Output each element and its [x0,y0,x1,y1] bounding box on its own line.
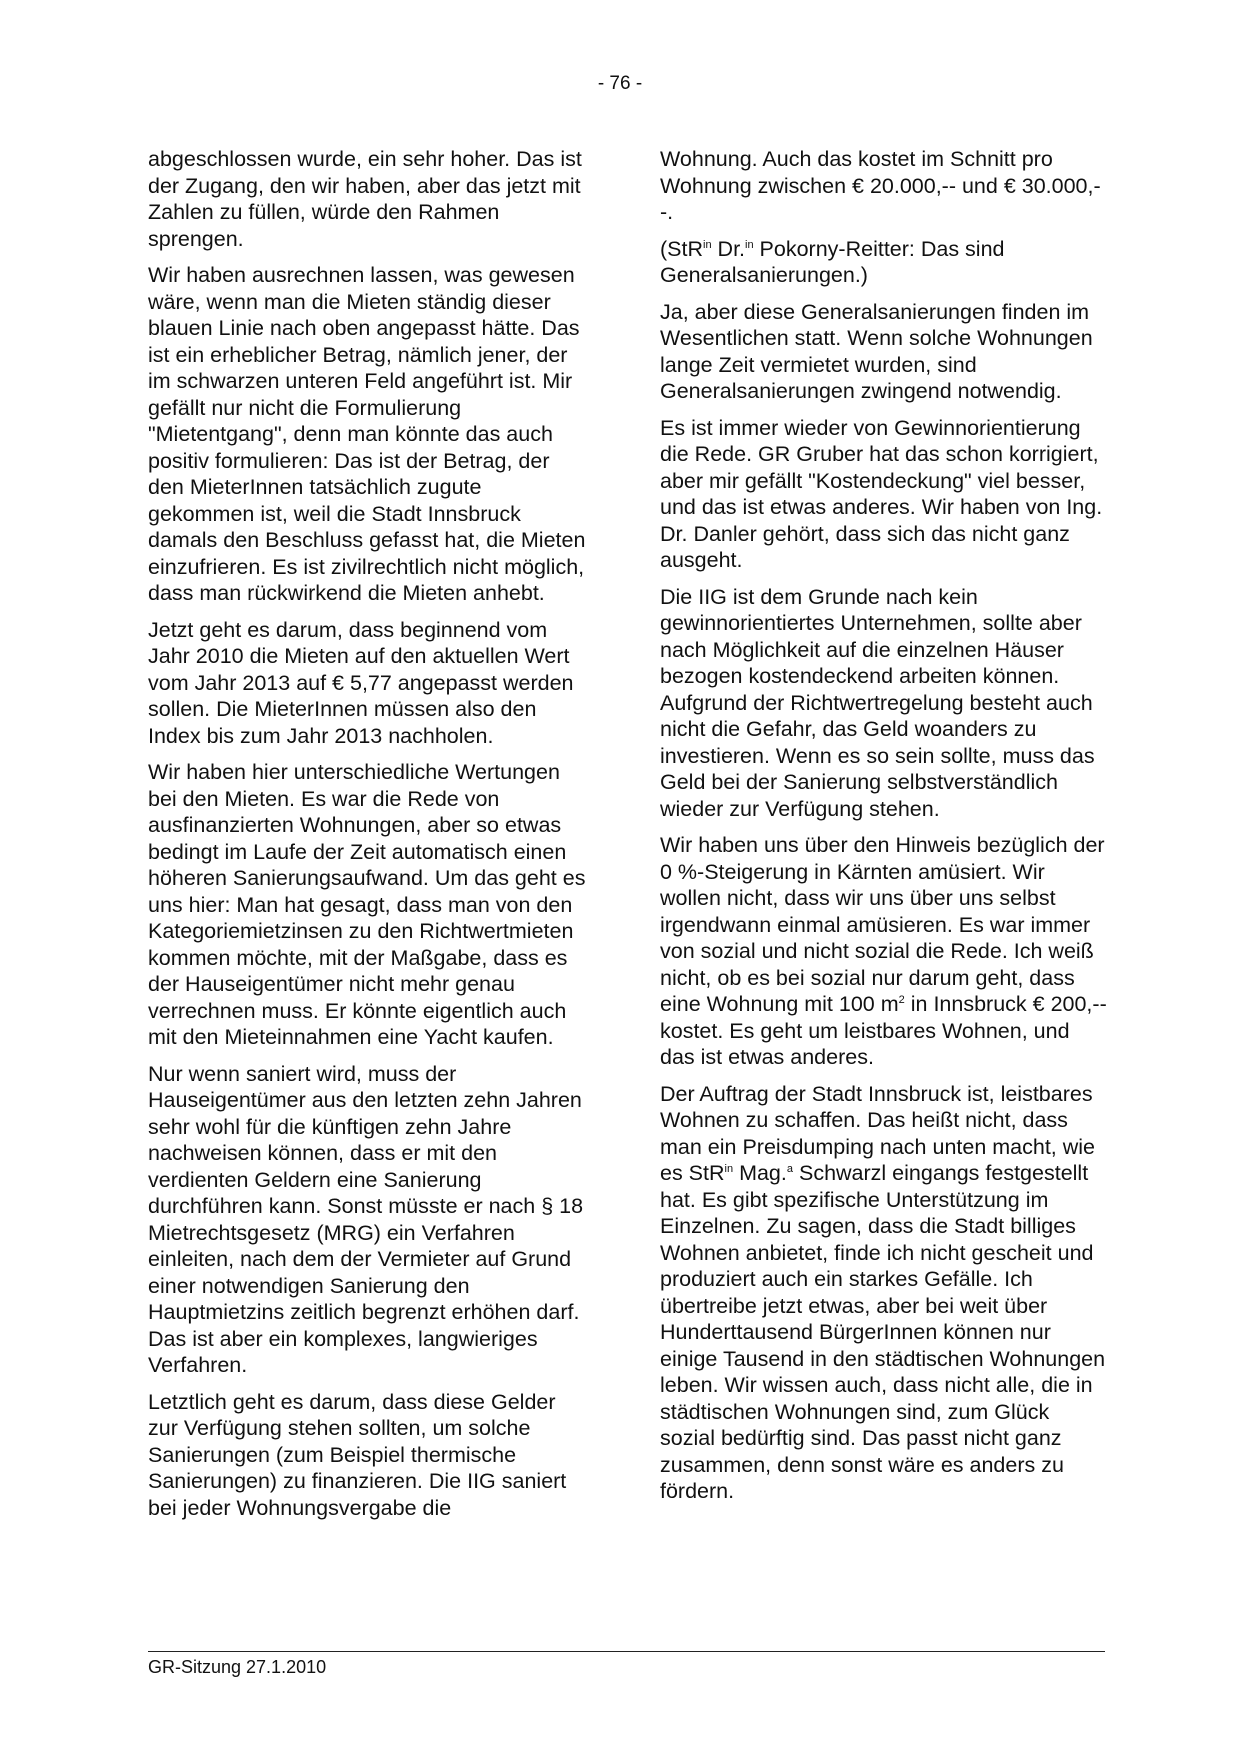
superscript: in [745,238,754,251]
left-column [148,146,588,1521]
superscript: 2 [898,994,905,1006]
text-segment: in Innsbruck € 200,-- kostet. Es geht um leistbares Wohnen, und das ist etwas anderes. [660,992,1107,1069]
text-segment: Dr. [711,236,746,261]
text-segment: (StR [660,236,703,261]
paragraph: Jetzt geht es darum, dass beginnend vom Jahr 2010 die Mieten auf den aktuellen Wert vom Jahr 2013 auf € 5,77 angepasst werden sollen. Die MieterInnen müssen also den Index bis zum Jahr 2013 nachholen. [148,617,574,748]
paragraph: Es ist immer wieder von Gewinnorientierung die Rede. GR Gruber hat das schon korrigiert, aber mir gefällt "Kostendeckung" viel besser, und das ist etwas anderes. Wir haben von Ing. Dr. Danler gehört, dass sich das nicht ganz ausgeht. [660,415,1103,572]
paragraph: Die IIG ist dem Grunde nach kein gewinnorientiertes Unternehmen, sollte aber nach Möglichkeit auf die einzelnen Häuser bezogen kostendeckend arbeiten können. Aufgrund der Richtwertregelung besteht auch nicht die Gefahr, das Geld woanders zu investieren. Wenn es so sein sollte, muss das Geld bei der Sanierung selbstverständlich wieder zur Verfügung stehen. [660,584,1095,821]
paragraph: Wir haben hier unterschiedliche Wertungen bei den Mieten. Es war die Rede von ausfinanzierten Wohnungen, aber so etwas bedingt im Laufe der Zeit automatisch einen höheren Sanierungsaufwand. Um das geht es uns hier: Man hat gesagt, dass man von den Kategoriemietzinsen zu den Richtwertmieten kommen möchte, mit der Maßgabe, dass es der Hauseigentümer nicht mehr genau verrechnen muss. Er könnte eigentlich auch mit den Mieteinnahmen eine Yacht kaufen. [148,760,586,1049]
paragraph: Nur wenn saniert wird, muss der Hauseigentümer aus den letzten zehn Jahren sehr wohl für die künftigen zehn Jahre nachweisen können, dass er mit den verdienten Geldern eine Sanierung durchführen kann. Sonst müsste er nach § 18 Mietrechtsgesetz (MRG) ein Verfahren einleiten, nach dem der Vermieter auf Grund einer notwendigen Sanierung den Hauptmietzins zeitlich begrenzt erhöhen darf. Das ist aber ein komplexes, langwieriges Verfahren. [148,1061,584,1377]
text-segment: Schwarzl eingangs festgestellt hat. Es gibt spezifische Unterstützung im Einzelnen. Zu sagen, dass die Stadt billiges Wohnen anbietet, finde ich nicht gescheit und produziert auch ein starkes Gefälle. Ich übertreibe jetzt etwas, aber bei weit über Hunderttausend BürgerInnen können nur einige Tausend in den städtischen Wohnungen leben. Wir wissen auch, dass nicht alle, die in städtischen Wohnungen sind, zum Glück sozial bedürftig sind. Das passt nicht ganz zusammen, denn sonst wäre es anders zu fördern. [660,1161,1106,1503]
paragraph [660,1081,1110,1505]
superscript: in [703,238,712,251]
text-segment: Mag. [733,1161,787,1185]
paragraph [660,832,1110,1071]
footer-divider [148,1651,1105,1652]
page-number: - 76 - [597,73,643,94]
paragraph: Wohnung. Auch das kostet im Schnitt pro Wohnung zwischen € 20.000,-- und € 30.000,--. [660,147,1101,224]
text-segment: Der Auftrag der Stadt Innsbruck ist, leistbares Wohnen zu schaffen. Das heißt nicht, dass man ein Preisdumping nach unten macht, wie es StR [660,1081,1096,1185]
paragraph: Wir haben ausrechnen lassen, was gewesen wäre, wenn man die Mieten ständig dieser blauen Linie nach oben angepasst hätte. Das ist ein erheblicher Betrag, nämlich jener, der im schwarzen unteren Feld angeführt ist. Mir gefällt nur nicht die Formulierung "Mietentgang", denn man könnte das auch positiv formulieren: Das ist der Betrag, der den MieterInnen tatsächlich zugute gekommen ist, weil die Stadt Innsbruck damals den Beschluss gefasst hat, die Mieten einzufrieren. Es ist zivilrechtlich nicht möglich, dass man rückwirkend die Mieten anhebt. [148,263,586,605]
right-column [660,146,1110,1505]
paragraph: abgeschlossen wurde, ein sehr hoher. Das ist der Zugang, den wir haben, aber das jetzt mit Zahlen zu füllen, würde den Rahmen sprengen. [148,147,582,251]
superscript: a [786,1163,793,1175]
text-segment: Pokorny-Reitter: Das sind Generalsanierungen.) [660,236,1005,287]
footer-session-date: GR-Sitzung 27.1.2010 [148,1657,327,1677]
superscript: in [724,1163,734,1175]
interjection-paragraph [660,236,1110,289]
paragraph: Ja, aber diese Generalsanierungen finden im Wesentlichen statt. Wenn solche Wohnungen lange Zeit vermietet wurden, sind Generalsanierungen zwingend notwendig. [660,299,1093,403]
text-segment: Wir haben uns über den Hinweis bezüglich der 0 %-Steigerung in Kärnten amüsiert. Wir wollen nicht, dass wir uns über uns selbst irgendwann einmal amüsieren. Es war immer von sozial und nicht sozial die Rede. Ich weiß nicht, ob es bei sozial nur darum geht, dass eine Wohnung mit 100 m [660,833,1105,1016]
paragraph: Letztlich geht es darum, dass diese Gelder zur Verfügung stehen sollten, um solche Sanierungen (zum Beispiel thermische Sanierungen) zu finanzieren. Die IIG saniert bei jeder Wohnungsvergabe die [148,1389,567,1520]
